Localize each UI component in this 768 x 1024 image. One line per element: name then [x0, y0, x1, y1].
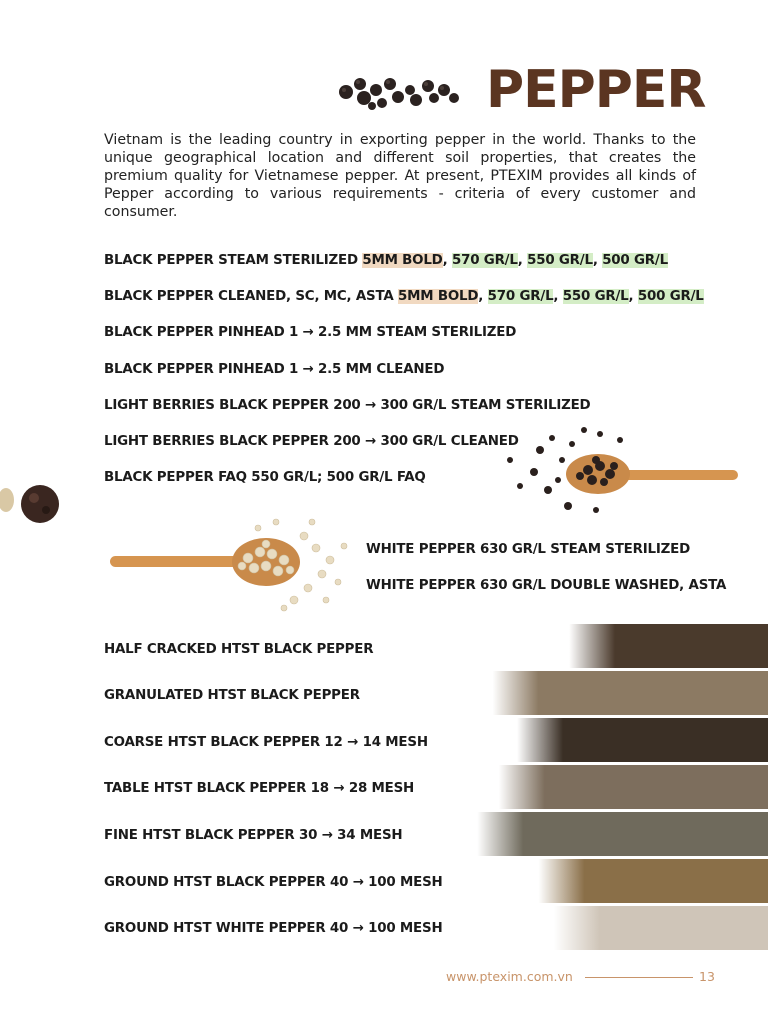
pepper-texture-strip [462, 859, 768, 903]
pepper-texture-strip [462, 624, 768, 668]
peppercorn-decoration-image [0, 480, 66, 526]
separator: , [442, 253, 452, 268]
white-pepper-spoon-image [108, 508, 358, 618]
ground-pepper-item: TABLE HTST BLACK PEPPER 18 → 28 MESH [104, 781, 415, 796]
separator: , [517, 253, 528, 268]
separator: , [553, 289, 563, 304]
white-pepper-item: WHITE PEPPER 630 GR/L STEAM STERILIZED [366, 542, 690, 557]
footer-divider [585, 977, 693, 978]
black-pepper-item [104, 361, 444, 379]
pepper-texture-strip [462, 671, 768, 715]
separator: , [592, 253, 603, 268]
pepper-texture-strip [462, 765, 768, 809]
item-label: BLACK PEPPER STEAM STERILIZED [104, 253, 363, 268]
footer-url: www.ptexim.com.vn [446, 969, 573, 984]
ground-pepper-item: GROUND HTST BLACK PEPPER 40 → 100 MESH [104, 875, 443, 890]
intro-paragraph: Vietnam is the leading country in exporting pepper in the world. Thanks to the unique geographical location and different soil properties, that creates the premium quality for Vietnamese pepper. At present, PTEXIM provides all kinds of Pepper according to various requirements - criteria of every customer and consumer. [104, 132, 696, 220]
spec-highlight: 500 GR/L [602, 253, 668, 268]
black-pepper-item [104, 433, 519, 451]
item-label: BLACK PEPPER FAQ 550 GR/L; 500 GR/L FAQ [104, 470, 426, 485]
white-pepper-item: WHITE PEPPER 630 GR/L DOUBLE WASHED, ASTA [366, 578, 727, 593]
spec-highlight: 500 GR/L [637, 289, 704, 304]
pepper-texture-strip [462, 718, 768, 762]
ground-pepper-item: COARSE HTST BLACK PEPPER 12 → 14 MESH [104, 735, 428, 750]
ground-pepper-item: FINE HTST BLACK PEPPER 30 → 34 MESH [104, 828, 403, 843]
separator: , [628, 289, 638, 304]
spec-highlight: 570 GR/L [451, 253, 518, 268]
ground-pepper-item: GRANULATED HTST BLACK PEPPER [104, 688, 360, 703]
pepper-texture-strip [462, 812, 768, 856]
spec-highlight: 550 GR/L [527, 253, 593, 268]
black-pepper-item [104, 288, 704, 306]
ground-pepper-texture-strips [462, 624, 768, 954]
item-label: LIGHT BERRIES BLACK PEPPER 200 → 300 GR/L STEAM STERILIZED [104, 398, 591, 413]
item-label: LIGHT BERRIES BLACK PEPPER 200 → 300 GR/L CLEANED [104, 434, 519, 449]
spec-highlight: 5MM BOLD [362, 253, 443, 268]
ground-pepper-item: HALF CRACKED HTST BLACK PEPPER [104, 642, 374, 657]
black-pepper-item [104, 324, 516, 342]
spec-highlight: 570 GR/L [487, 289, 554, 304]
peppercorns-cluster-image [336, 70, 466, 112]
page-number: 13 [699, 969, 715, 984]
spec-highlight: 550 GR/L [562, 289, 629, 304]
item-label: BLACK PEPPER PINHEAD 1 → 2.5 MM STEAM STERILIZED [104, 325, 517, 340]
ground-pepper-item: GROUND HTST WHITE PEPPER 40 → 100 MESH [104, 921, 443, 936]
black-pepper-item [104, 469, 426, 487]
pepper-texture-strip [462, 906, 768, 950]
black-pepper-spoon-image [500, 420, 740, 524]
page-title: PEPPER [486, 60, 706, 120]
separator: , [478, 289, 488, 304]
spec-highlight: 5MM BOLD [398, 289, 479, 304]
item-label: BLACK PEPPER CLEANED, SC, MC, ASTA [104, 289, 399, 304]
black-pepper-item [104, 397, 590, 415]
item-label: BLACK PEPPER PINHEAD 1 → 2.5 MM CLEANED [104, 362, 445, 377]
black-pepper-item [104, 252, 668, 270]
